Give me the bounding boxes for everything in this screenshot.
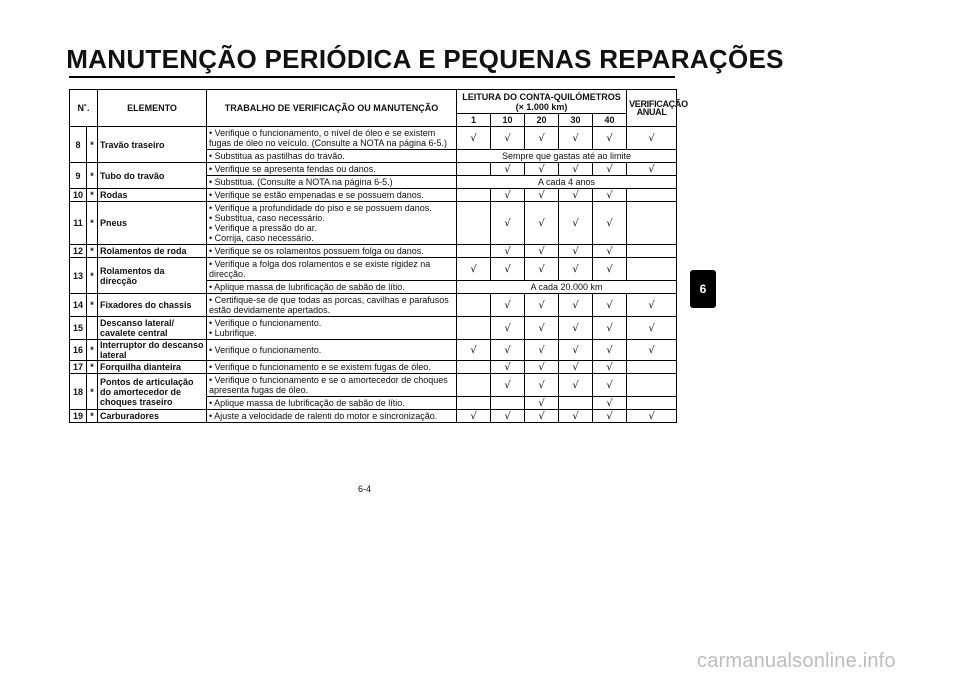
check-cell	[559, 294, 593, 317]
check-cell	[627, 127, 677, 150]
row-dealer-star: *	[87, 245, 98, 258]
check-mark-icon: √	[572, 189, 579, 201]
check-cell	[491, 410, 525, 423]
check-cell	[491, 317, 525, 340]
table-row	[70, 361, 677, 374]
row-dealer-star: *	[87, 127, 98, 163]
row-number: 16	[70, 340, 87, 361]
check-cell	[593, 317, 627, 340]
check-cell	[593, 340, 627, 361]
table-row	[70, 127, 677, 150]
check-cell	[457, 294, 491, 317]
check-mark-icon: √	[538, 361, 545, 373]
row-dealer-star	[87, 317, 98, 340]
check-mark-icon: √	[470, 344, 477, 356]
check-cell	[491, 294, 525, 317]
check-cell	[559, 245, 593, 258]
check-cell	[627, 245, 677, 258]
row-dealer-star: *	[87, 258, 98, 294]
row-task: • Aplique massa de lubrificação de sabão de lítio.	[207, 281, 457, 294]
check-cell	[559, 163, 593, 176]
table-row	[70, 410, 677, 423]
check-mark-icon: √	[538, 397, 545, 409]
row-element: Tubo do travão	[98, 163, 207, 189]
header-number: N˚.	[70, 90, 98, 127]
check-mark-icon: √	[572, 361, 579, 373]
check-mark-icon: √	[606, 322, 613, 334]
row-number: 13	[70, 258, 87, 294]
check-mark-icon: √	[606, 132, 613, 144]
header-annual-line1: VERIFICAÇÃO	[629, 99, 688, 109]
check-mark-icon: √	[504, 379, 511, 391]
check-mark-icon: √	[572, 263, 579, 275]
check-mark-icon: √	[504, 245, 511, 257]
check-mark-icon: √	[648, 163, 655, 175]
check-cell	[559, 340, 593, 361]
watermark: carmanualsonline.info	[697, 650, 896, 672]
check-mark-icon: √	[538, 132, 545, 144]
row-task: • Verifique o funcionamento. • Lubrifique.	[207, 317, 457, 340]
check-cell	[457, 410, 491, 423]
check-cell	[593, 127, 627, 150]
page-title: MANUTENÇÃO PERIÓDICA E PEQUENAS REPARAÇÕES	[66, 44, 784, 74]
check-cell	[457, 189, 491, 202]
row-task: • Verifique o funcionamento, o nível de óleo e se existem fugas de óleo no veículo. (Consulte a NOTA na página 6-5.)	[207, 127, 457, 150]
check-cell	[559, 202, 593, 245]
check-cell	[559, 189, 593, 202]
check-cell	[491, 397, 525, 410]
table-row	[70, 163, 677, 176]
check-mark-icon: √	[470, 132, 477, 144]
check-mark-icon: √	[606, 361, 613, 373]
check-mark-icon: √	[606, 379, 613, 391]
row-number: 15	[70, 317, 87, 340]
check-mark-icon: √	[648, 344, 655, 356]
table-row	[70, 258, 677, 281]
header-km-1: 1	[457, 114, 491, 127]
check-mark-icon: √	[606, 397, 613, 409]
table-row	[70, 374, 677, 397]
check-cell	[491, 189, 525, 202]
check-mark-icon: √	[538, 245, 545, 257]
row-element: Interruptor do descanso lateral	[98, 340, 207, 361]
check-mark-icon: √	[504, 322, 511, 334]
table-row	[70, 189, 677, 202]
check-mark-icon: √	[504, 344, 511, 356]
row-dealer-star: *	[87, 163, 98, 189]
check-mark-icon: √	[572, 344, 579, 356]
check-mark-icon: √	[648, 410, 655, 422]
check-cell	[593, 374, 627, 397]
check-cell	[627, 397, 677, 410]
check-cell	[559, 317, 593, 340]
row-dealer-star: *	[87, 410, 98, 423]
check-mark-icon: √	[538, 410, 545, 422]
row-task: • Aplique massa de lubrificação de sabão de lítio.	[207, 397, 457, 410]
check-mark-icon: √	[504, 410, 511, 422]
check-cell	[457, 317, 491, 340]
header-km-40: 40	[593, 114, 627, 127]
check-cell	[593, 202, 627, 245]
check-cell	[593, 361, 627, 374]
table-row	[70, 340, 677, 361]
check-mark-icon: √	[606, 189, 613, 201]
check-cell	[627, 361, 677, 374]
check-cell	[457, 258, 491, 281]
check-mark-icon: √	[504, 361, 511, 373]
check-cell	[525, 374, 559, 397]
check-cell	[491, 374, 525, 397]
row-element: Pontos de articulação do amortecedor de choques traseiro	[98, 374, 207, 410]
interval-note: A cada 4 anos	[457, 176, 677, 189]
check-cell	[491, 361, 525, 374]
check-mark-icon: √	[572, 217, 579, 229]
row-element: Pneus	[98, 202, 207, 245]
header-km-20: 20	[525, 114, 559, 127]
check-cell	[457, 397, 491, 410]
check-cell	[525, 340, 559, 361]
check-cell	[593, 245, 627, 258]
check-mark-icon: √	[538, 344, 545, 356]
check-mark-icon: √	[606, 410, 613, 422]
check-mark-icon: √	[470, 263, 477, 275]
check-cell	[457, 245, 491, 258]
check-cell	[559, 361, 593, 374]
check-mark-icon: √	[504, 299, 511, 311]
check-cell	[525, 361, 559, 374]
check-cell	[525, 163, 559, 176]
check-mark-icon: √	[606, 245, 613, 257]
row-element: Rodas	[98, 189, 207, 202]
row-dealer-star: *	[87, 361, 98, 374]
row-number: 12	[70, 245, 87, 258]
check-cell	[559, 410, 593, 423]
check-mark-icon: √	[538, 263, 545, 275]
check-mark-icon: √	[538, 163, 545, 175]
check-mark-icon: √	[606, 263, 613, 275]
row-task: • Verifique se apresenta fendas ou danos.	[207, 163, 457, 176]
row-element: Rolamentos de roda	[98, 245, 207, 258]
check-cell	[593, 294, 627, 317]
check-cell	[559, 127, 593, 150]
check-mark-icon: √	[572, 132, 579, 144]
check-cell	[525, 410, 559, 423]
check-cell	[525, 245, 559, 258]
check-cell	[627, 294, 677, 317]
row-task: • Ajuste a velocidade de ralenti do motor e sincronização.	[207, 410, 457, 423]
check-cell	[627, 202, 677, 245]
check-mark-icon: √	[504, 217, 511, 229]
row-task: • Verifique se os rolamentos possuem folga ou danos.	[207, 245, 457, 258]
row-dealer-star: *	[87, 340, 98, 361]
header-odometer-label: LEITURA DO CONTA-QUILÓMETROS	[462, 91, 621, 102]
check-cell	[627, 374, 677, 397]
check-cell	[559, 374, 593, 397]
check-cell	[457, 374, 491, 397]
check-mark-icon: √	[538, 299, 545, 311]
header-annual-line2: ANUAL	[636, 107, 667, 117]
check-cell	[491, 127, 525, 150]
check-cell	[593, 397, 627, 410]
check-cell	[627, 340, 677, 361]
check-mark-icon: √	[538, 379, 545, 391]
title-underline	[69, 76, 675, 78]
check-cell	[525, 127, 559, 150]
check-cell	[593, 410, 627, 423]
table-row	[70, 245, 677, 258]
check-mark-icon: √	[572, 245, 579, 257]
row-task: • Verifique a folga dos rolamentos e se existe rigidez na direcção.	[207, 258, 457, 281]
row-task: • Certifique-se de que todas as porcas, cavilhas e parafusos estão devidamente apertados.	[207, 294, 457, 317]
check-mark-icon: √	[606, 344, 613, 356]
check-mark-icon: √	[538, 322, 545, 334]
row-element: Travão traseiro	[98, 127, 207, 163]
check-cell	[491, 163, 525, 176]
row-dealer-star: *	[87, 294, 98, 317]
check-mark-icon: √	[572, 299, 579, 311]
check-cell	[457, 340, 491, 361]
header-element: ELEMENTO	[98, 90, 207, 127]
check-cell	[627, 410, 677, 423]
header-work: TRABALHO DE VERIFICAÇÃO OU MANUTENÇÃO	[207, 90, 457, 127]
check-cell	[457, 202, 491, 245]
check-cell	[559, 397, 593, 410]
check-cell	[593, 189, 627, 202]
row-dealer-star: *	[87, 189, 98, 202]
check-cell	[525, 202, 559, 245]
check-mark-icon: √	[538, 189, 545, 201]
row-number: 9	[70, 163, 87, 189]
check-mark-icon: √	[606, 217, 613, 229]
row-element: Carburadores	[98, 410, 207, 423]
check-cell	[525, 189, 559, 202]
table-row	[70, 317, 677, 340]
check-mark-icon: √	[470, 410, 477, 422]
header-km-30: 30	[559, 114, 593, 127]
row-task: • Verifique a profundidade do piso e se possuem danos. • Substitua, caso necessário. • Verifique a pressão do ar. • Corrija, caso necessário.	[207, 202, 457, 245]
check-mark-icon: √	[572, 410, 579, 422]
check-cell	[525, 258, 559, 281]
row-task: • Substitua. (Consulte a NOTA na página 6-5.)	[207, 176, 457, 189]
check-cell	[491, 202, 525, 245]
check-mark-icon: √	[606, 299, 613, 311]
check-cell	[627, 163, 677, 176]
check-cell	[457, 361, 491, 374]
check-mark-icon: √	[648, 132, 655, 144]
row-element: Descanso lateral/ cavalete central	[98, 317, 207, 340]
interval-note: A cada 20.000 km	[457, 281, 677, 294]
check-cell	[457, 127, 491, 150]
row-dealer-star: *	[87, 374, 98, 410]
check-cell	[525, 397, 559, 410]
check-cell	[593, 258, 627, 281]
check-mark-icon: √	[572, 163, 579, 175]
page-number: 6-4	[358, 484, 372, 494]
row-number: 18	[70, 374, 87, 410]
check-mark-icon: √	[648, 322, 655, 334]
check-cell	[491, 245, 525, 258]
maintenance-table	[69, 89, 688, 423]
row-task: • Verifique o funcionamento e se o amortecedor de choques apresenta fugas de óleo.	[207, 374, 457, 397]
check-cell	[593, 163, 627, 176]
check-cell	[525, 294, 559, 317]
row-number: 8	[70, 127, 87, 163]
check-mark-icon: √	[572, 322, 579, 334]
check-mark-icon: √	[572, 379, 579, 391]
row-dealer-star: *	[87, 202, 98, 245]
check-cell	[627, 317, 677, 340]
row-element: Forquilha dianteira	[98, 361, 207, 374]
header-km-10: 10	[491, 114, 525, 127]
check-cell	[457, 163, 491, 176]
check-cell	[491, 340, 525, 361]
check-cell	[525, 317, 559, 340]
header-annual-check	[627, 90, 688, 127]
row-number: 10	[70, 189, 87, 202]
check-cell	[559, 258, 593, 281]
row-number: 11	[70, 202, 87, 245]
interval-note: Sempre que gastas até ao limite	[457, 150, 677, 163]
check-cell	[627, 189, 677, 202]
check-mark-icon: √	[504, 163, 511, 175]
row-number: 19	[70, 410, 87, 423]
check-mark-icon: √	[538, 217, 545, 229]
check-mark-icon: √	[606, 163, 613, 175]
check-mark-icon: √	[648, 299, 655, 311]
check-mark-icon: √	[504, 263, 511, 275]
row-element: Fixadores do chassis	[98, 294, 207, 317]
table-row	[70, 294, 677, 317]
header-odometer	[457, 90, 627, 114]
row-element: Rolamentos da direcção	[98, 258, 207, 294]
table-row	[70, 202, 677, 245]
header-odometer-unit: (× 1.000 km)	[515, 101, 568, 112]
row-task: • Verifique se estão empenadas e se possuem danos.	[207, 189, 457, 202]
check-mark-icon: √	[504, 132, 511, 144]
row-number: 17	[70, 361, 87, 374]
row-task: • Verifique o funcionamento.	[207, 340, 457, 361]
check-cell	[491, 258, 525, 281]
row-task: • Substitua as pastilhas do travão.	[207, 150, 457, 163]
row-task: • Verifique o funcionamento e se existem fugas de óleo.	[207, 361, 457, 374]
check-mark-icon: √	[504, 189, 511, 201]
row-number: 14	[70, 294, 87, 317]
section-tab: 6	[690, 270, 716, 308]
check-cell	[627, 258, 677, 281]
